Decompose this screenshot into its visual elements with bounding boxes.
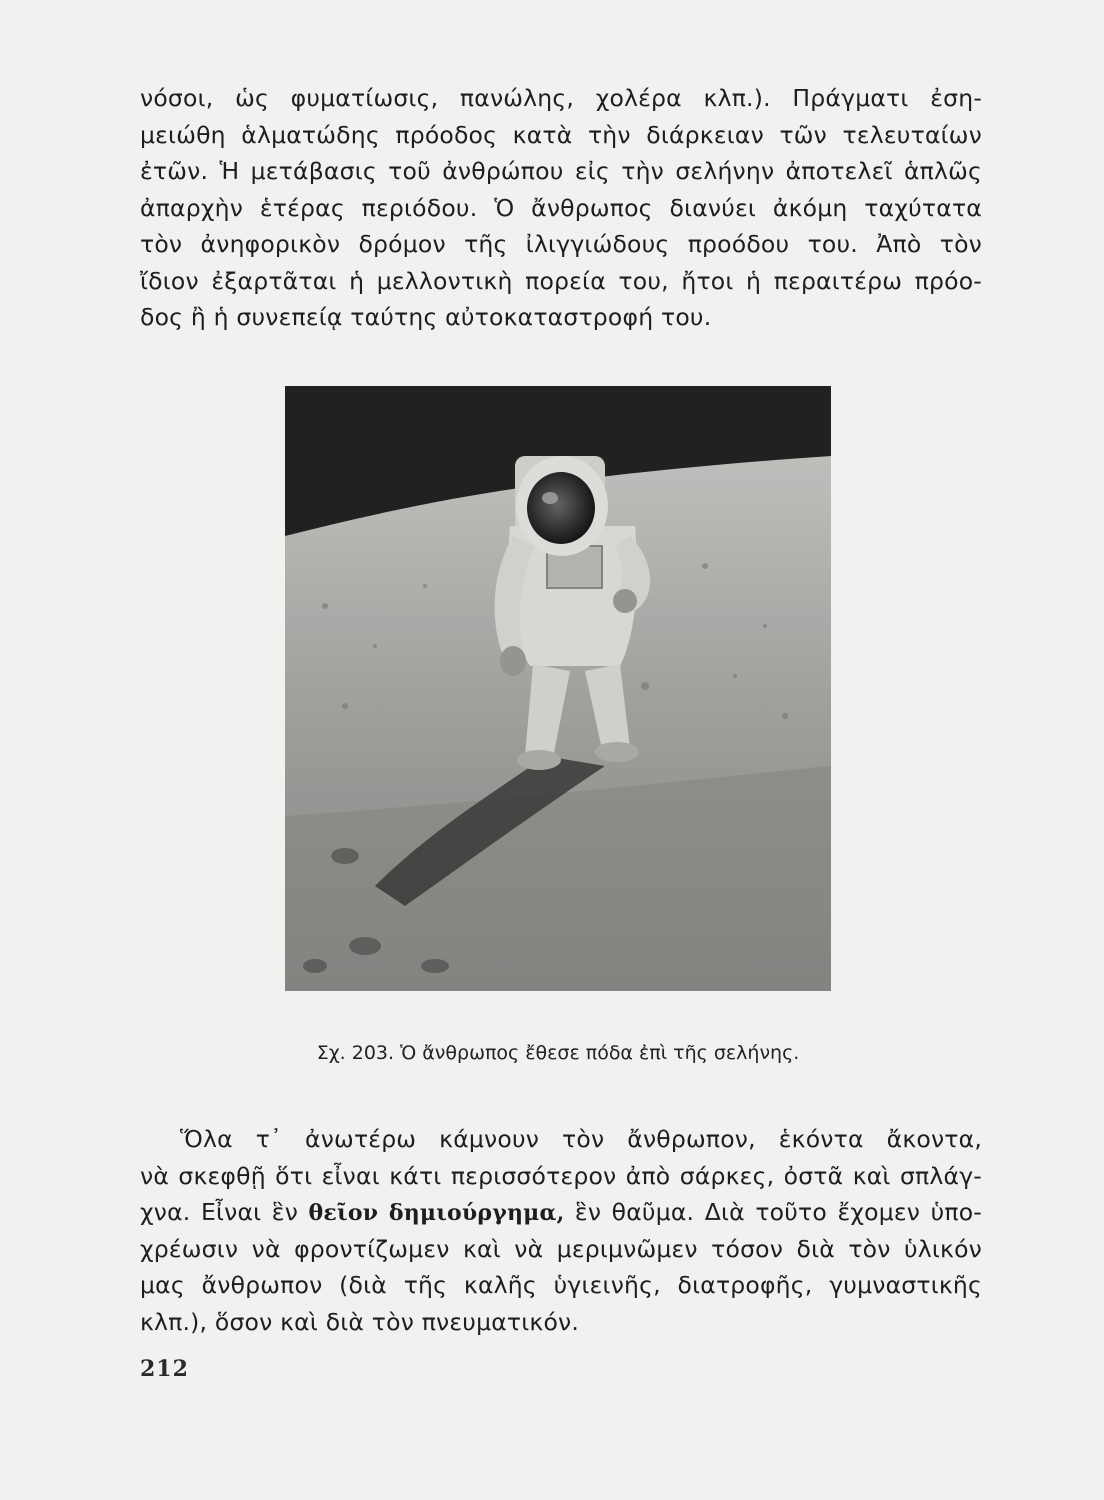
- text-line: χρέωσιν νὰ φροντίζωμεν καὶ νὰ μεριμνῶμεν τόσον διὰ τὸν ὑλικόν: [140, 1234, 982, 1263]
- text-line: ἀπαρχὴν ἑτέρας περιόδου. Ὁ ἄνθρωπος διανύει ἀκόμη ταχύτατα: [140, 193, 982, 222]
- text-segment: ἓν θαῦμα. Διὰ τοῦτο ἔχομεν ὑπο-: [564, 1198, 982, 1226]
- text-line: μας ἄνθρωπον (διὰ τῆς καλῆς ὑγιεινῆς, διατροφῆς, γυμναστικῆς: [140, 1271, 982, 1299]
- top-paragraph: [140, 80, 982, 336]
- text-line: νόσοι, ὡς φυματίωσις, πανώλης, χολέρα κλπ.). Πράγματι ἐση-: [140, 84, 982, 112]
- page-number: 212: [140, 1356, 189, 1382]
- figure-caption: Σχ. 203. Ὁ ἄνθρωπος ἔθεσε πόδα ἐπὶ τῆς σελήνης.: [316, 1042, 800, 1064]
- text-line: Ὅλα τ᾽ ἀνωτέρω κάμνουν τὸν ἄνθρωπον, ἑκόντα ἄκοντα,: [180, 1125, 982, 1153]
- text-line: τὸν ἀνηφορικὸν δρόμον τῆς ἰλιγγιώδους προόδου του. Ἀπὸ τὸν: [140, 230, 982, 258]
- text-line: μειώθη ἁλματώδης πρόοδος κατὰ τὴν διάρκειαν τῶν τελευταίων: [140, 120, 982, 149]
- moon-landing-photo: [285, 386, 831, 991]
- text-line: ἐτῶν. Ἡ μετάβασις τοῦ ἀνθρώπου εἰς τὴν σελήνην ἀποτελεῖ ἁπλῶς: [140, 157, 982, 185]
- text-segment: χνα. Εἶναι ἓν: [140, 1198, 309, 1226]
- text-line: ἴδιον ἐξαρτᾶται ἡ μελλοντικὴ πορεία του, ἤτοι ἡ περαιτέρω πρόο-: [140, 266, 982, 295]
- text-line: δος ἢ ἡ συνεπείᾳ ταύτης αὐτοκαταστροφή του.: [140, 303, 712, 331]
- text-line: νὰ σκεφθῇ ὅτι εἶναι κάτι περισσότερον ἀπὸ σάρκες, ὀστᾶ καὶ σπλάγ-: [140, 1161, 982, 1190]
- text-line: [140, 1194, 982, 1231]
- text-line: κλπ.), ὅσον καὶ διὰ τὸν πνευματικόν.: [140, 1307, 580, 1336]
- bottom-paragraph: [140, 1121, 982, 1340]
- emphasized-phrase: θεῖον δημιούργημα,: [308, 1200, 565, 1226]
